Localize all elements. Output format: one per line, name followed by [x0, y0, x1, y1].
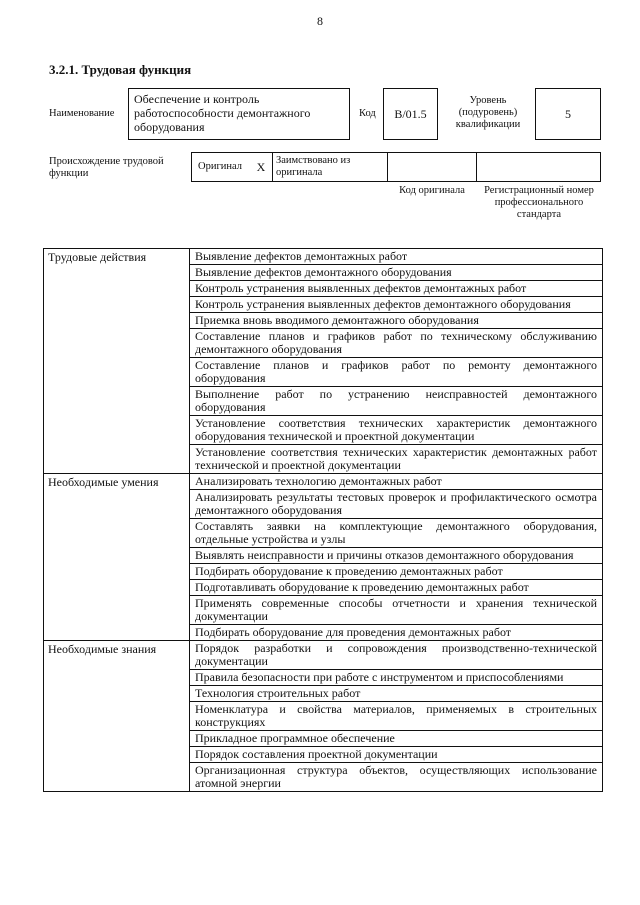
description-cell: Выявление дефектов демонтажных работ [190, 249, 603, 265]
category-cell: Необходимые знания [44, 641, 190, 792]
category-cell: Необходимые умения [44, 474, 190, 641]
description-cell: Выполнение работ по устранению неисправностей демонтажного оборудования [190, 387, 603, 416]
origin-divider-3 [476, 153, 477, 181]
description-cell: Составление планов и графиков работ по ремонту демонтажного оборудования [190, 358, 603, 387]
description-cell: Составление планов и графиков работ по техническому обслуживанию демонтажного оборудования [190, 329, 603, 358]
section-title: 3.2.1. Трудовая функция [49, 62, 192, 77]
description-cell: Подбирать оборудование для проведения демонтажных работ [190, 625, 603, 641]
description-cell: Технология строительных работ [190, 686, 603, 702]
origin-table [191, 152, 601, 182]
code-label: Код [359, 108, 376, 119]
origin-divider-2 [387, 153, 388, 181]
description-cell: Подготавливать оборудование к проведению демонтажных работ [190, 580, 603, 596]
level-value: 5 [565, 107, 571, 121]
code-value: B/01.5 [394, 107, 427, 121]
description-cell: Анализировать технологию демонтажных работ [190, 474, 603, 490]
code-value-box [383, 88, 438, 140]
code-original-caption: Код оригинала [399, 185, 465, 196]
category-cell: Трудовые действия [44, 249, 190, 474]
description-cell: Прикладное программное обеспечение [190, 731, 603, 747]
description-cell: Порядок составления проектной документации [190, 747, 603, 763]
table-row [44, 641, 603, 670]
table-row [44, 249, 603, 265]
function-table-body [44, 249, 603, 792]
page-number: 8 [317, 14, 323, 28]
description-cell: Подбирать оборудование к проведению демонтажных работ [190, 564, 603, 580]
description-cell: Установление соответствия технических характеристик демонтажного оборудования технической и проектной документации [190, 416, 603, 445]
description-cell: Порядок разработки и сопровождения производственно-технической документации [190, 641, 603, 670]
description-cell: Правила безопасности при работе с инструментом и приспособлениями [190, 670, 603, 686]
description-cell: Номенклатура и свойства материалов, применяемых в строительных конструкциях [190, 702, 603, 731]
description-cell: Выявление дефектов демонтажного оборудования [190, 265, 603, 281]
description-cell: Анализировать результаты тестовых проверок и профилактического осмотра демонтажного оборудования [190, 490, 603, 519]
description-cell: Приемка вновь вводимого демонтажного оборудования [190, 313, 603, 329]
origin-label: Происхождение трудовой функции [49, 156, 164, 179]
name-value-box [128, 88, 350, 140]
description-cell: Выявлять неисправности и причины отказов демонтажного оборудования [190, 548, 603, 564]
original-mark: X [256, 160, 266, 174]
description-cell: Составлять заявки на комплектующие демонтажного оборудования, отдельные устройства и узлы [190, 519, 603, 548]
description-cell: Контроль устранения выявленных дефектов демонтажных работ [190, 281, 603, 297]
function-table [43, 248, 603, 792]
description-cell: Применять современные способы отчетности и хранения технической документации [190, 596, 603, 625]
original-label: Оригинал [198, 161, 242, 172]
name-value: Обеспечение и контроль работоспособности демонтажного оборудования [134, 92, 311, 134]
name-label: Наименование [49, 108, 115, 119]
reg-number-caption: Регистрационный номер профессионального стандарта [484, 185, 594, 220]
level-value-box [535, 88, 601, 140]
level-label: Уровень (подуровень) квалификации [455, 95, 521, 130]
origin-divider-1 [272, 153, 273, 181]
description-cell: Установление соответствия технических характеристик демонтажных работ технической и проектной документации [190, 445, 603, 474]
borrowed-label: Заимствовано из оригинала [276, 155, 351, 178]
table-row [44, 474, 603, 490]
description-cell: Контроль устранения выявленных дефектов демонтажного оборудования [190, 297, 603, 313]
description-cell: Организационная структура объектов, осуществляющих использование атомной энергии [190, 763, 603, 792]
